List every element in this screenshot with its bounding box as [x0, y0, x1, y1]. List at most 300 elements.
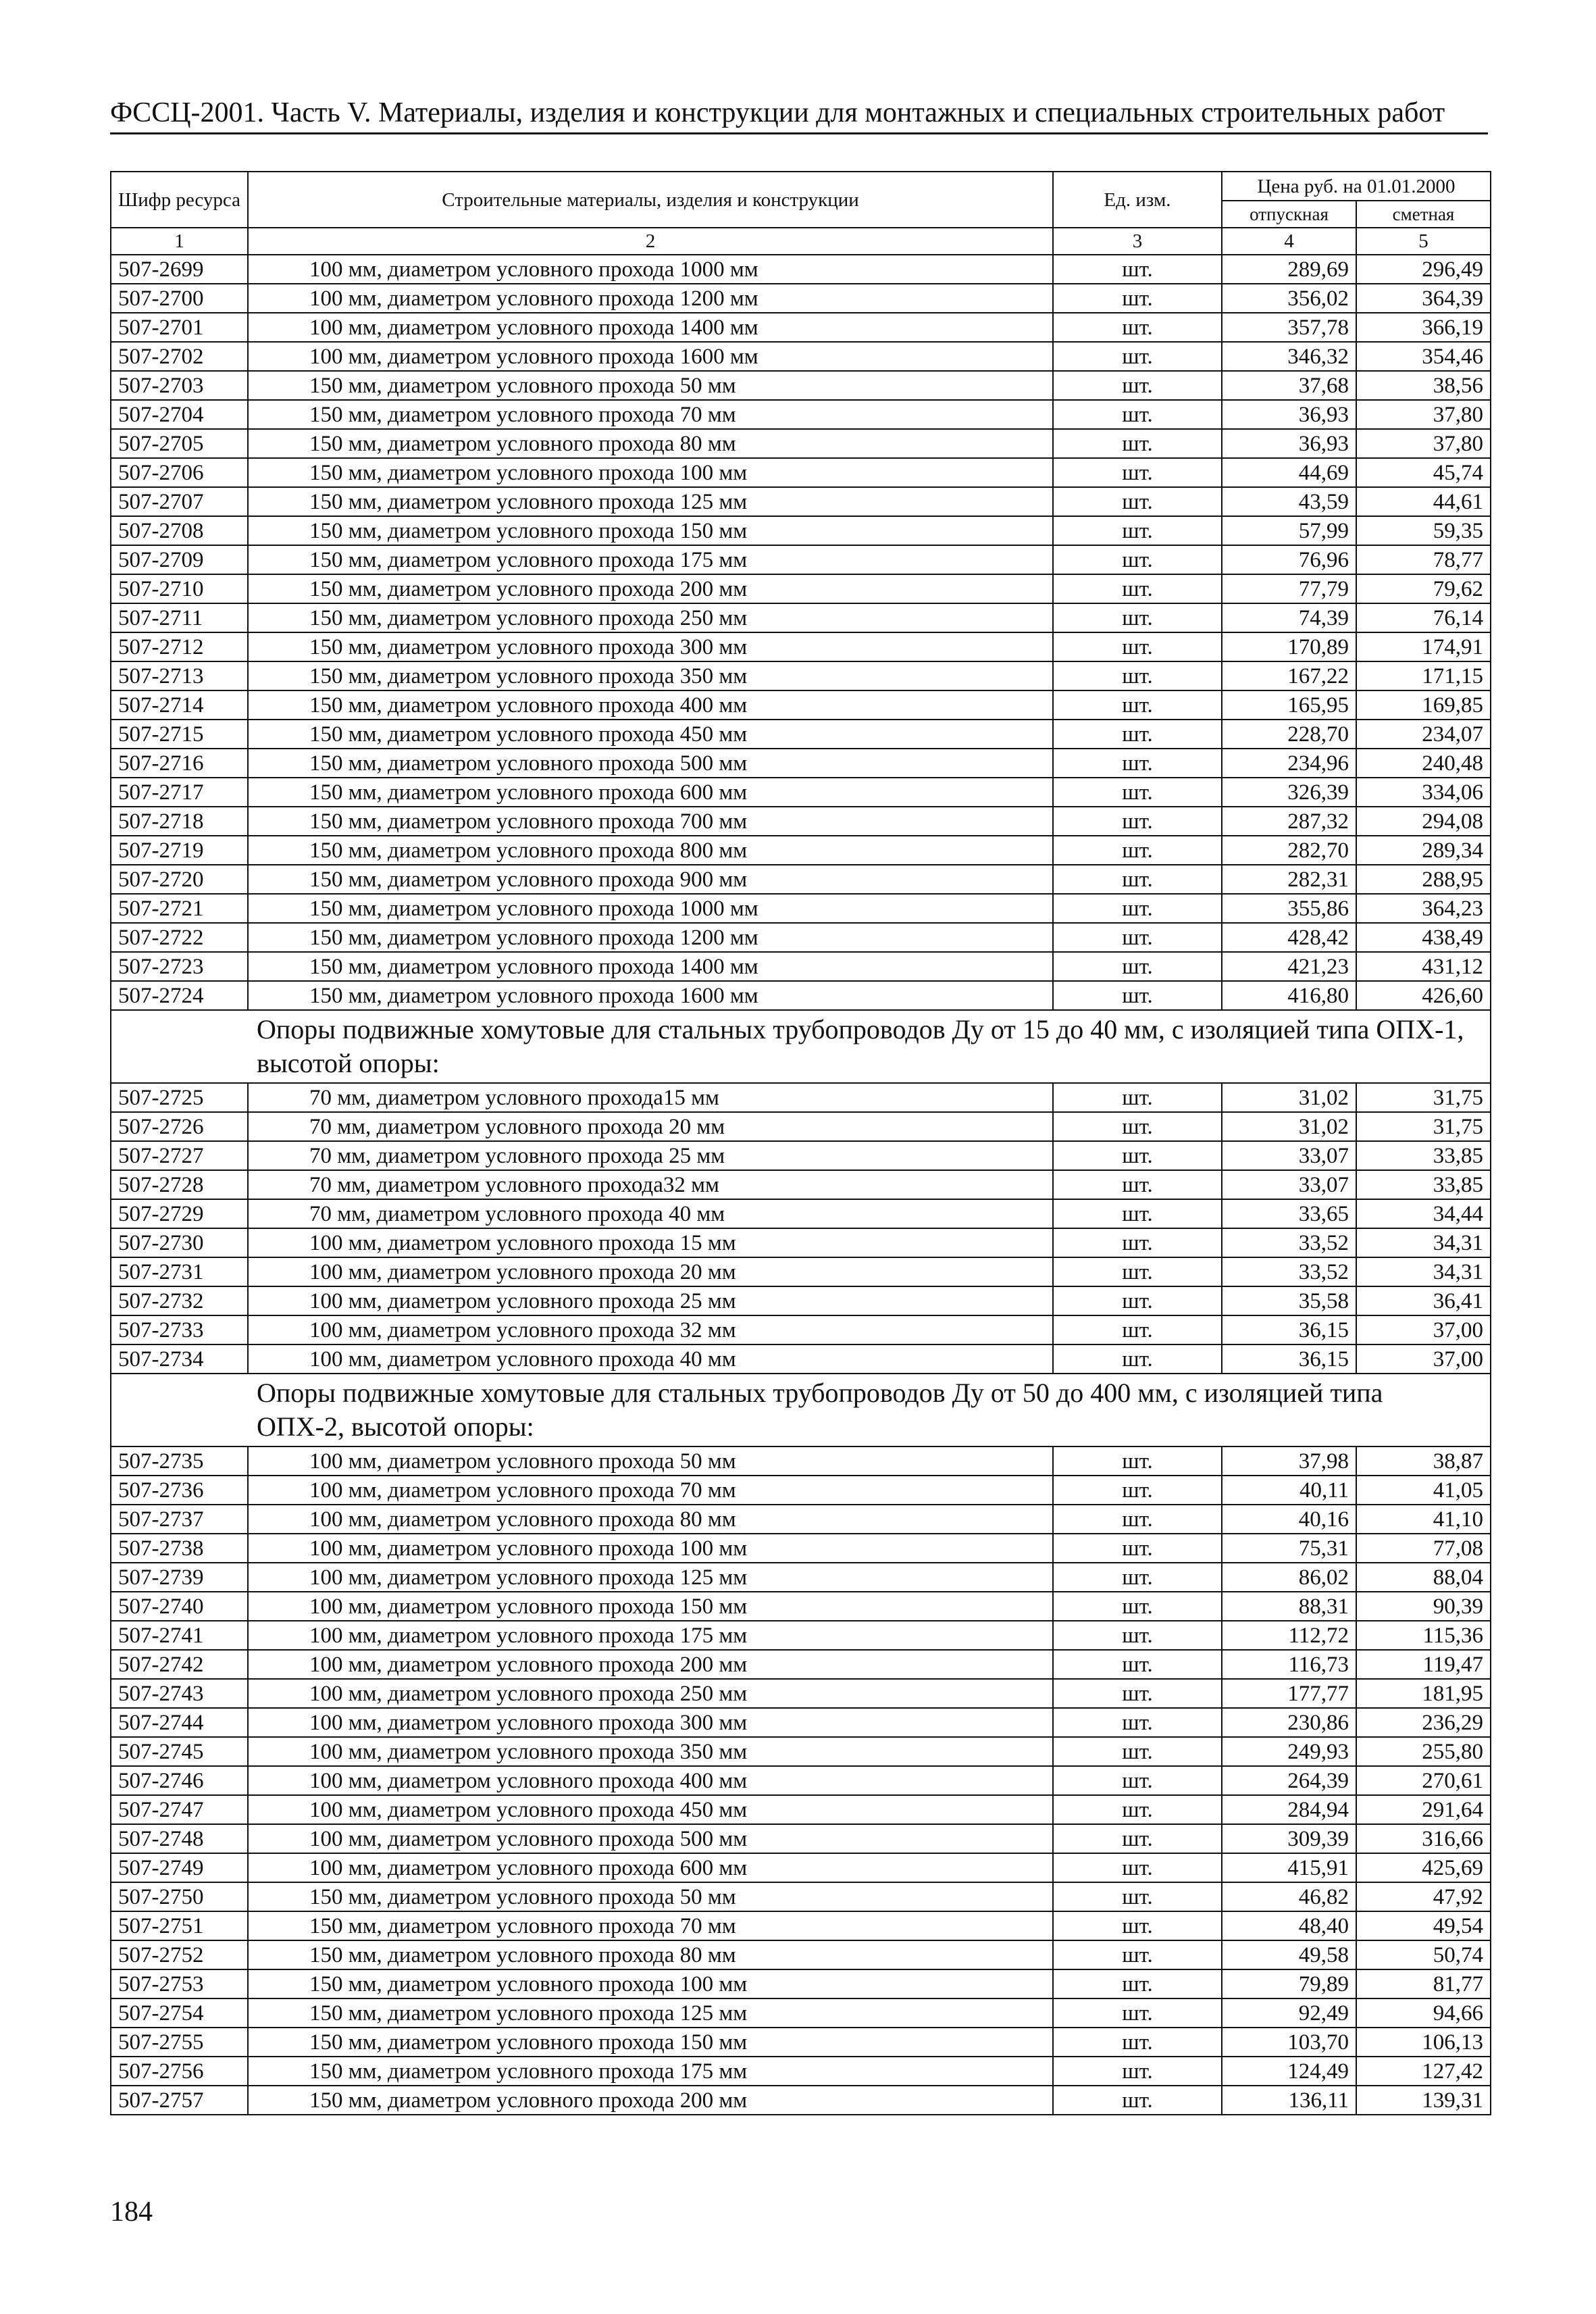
resource-code-cell: 507-2718	[111, 807, 248, 836]
resource-code-cell: 507-2717	[111, 778, 248, 807]
material-name-cell: 150 мм, диаметром условного прохода 350 мм	[248, 661, 1053, 690]
material-name-cell: 150 мм, диаметром условного прохода 1600 мм	[248, 981, 1053, 1010]
price-release-cell: 77,79	[1222, 574, 1356, 603]
price-release-cell: 357,78	[1222, 313, 1356, 342]
resource-code-cell: 507-2724	[111, 981, 248, 1010]
material-name-cell: 150 мм, диаметром условного прохода 150 мм	[248, 2028, 1053, 2057]
resource-code-cell: 507-2755	[111, 2028, 248, 2057]
material-name-cell: 100 мм, диаметром условного прохода 450 мм	[248, 1795, 1053, 1824]
price-release-cell: 136,11	[1222, 2086, 1356, 2115]
table-row	[111, 778, 1491, 807]
col-header-price-estimate: сметная	[1356, 201, 1491, 228]
price-estimate-cell: 37,80	[1356, 429, 1491, 458]
price-release-cell: 124,49	[1222, 2057, 1356, 2086]
price-release-cell: 234,96	[1222, 749, 1356, 778]
price-release-cell: 74,39	[1222, 603, 1356, 632]
resource-code-cell: 507-2702	[111, 342, 248, 371]
price-release-cell: 264,39	[1222, 1766, 1356, 1795]
unit-cell: шт.	[1053, 661, 1222, 690]
unit-cell: шт.	[1053, 807, 1222, 836]
price-estimate-cell: 59,35	[1356, 516, 1491, 545]
col-number: 4	[1222, 228, 1356, 255]
unit-cell: шт.	[1053, 1563, 1222, 1592]
table-row	[111, 1882, 1491, 1911]
price-estimate-cell: 174,91	[1356, 632, 1491, 661]
price-release-cell: 103,70	[1222, 2028, 1356, 2057]
material-name-cell: 150 мм, диаметром условного прохода 200 мм	[248, 574, 1053, 603]
unit-cell: шт.	[1053, 778, 1222, 807]
resource-code-cell: 507-2714	[111, 690, 248, 720]
col-number: 2	[248, 228, 1053, 255]
material-name-cell: 150 мм, диаметром условного прохода 300 мм	[248, 632, 1053, 661]
table-row	[111, 1083, 1491, 1112]
table-row	[111, 720, 1491, 749]
price-estimate-cell: 236,29	[1356, 1708, 1491, 1737]
material-name-cell: 150 мм, диаметром условного прохода 150 мм	[248, 516, 1053, 545]
resource-code-cell: 507-2741	[111, 1621, 248, 1650]
unit-cell: шт.	[1053, 1315, 1222, 1344]
table-row	[111, 1592, 1491, 1621]
resource-code-cell: 507-2751	[111, 1911, 248, 1940]
resource-code-cell: 507-2715	[111, 720, 248, 749]
material-name-cell: 150 мм, диаметром условного прохода 125 мм	[248, 487, 1053, 516]
unit-cell: шт.	[1053, 1228, 1222, 1257]
table-row	[111, 894, 1491, 923]
price-estimate-cell: 33,85	[1356, 1141, 1491, 1170]
resource-code-cell: 507-2749	[111, 1853, 248, 1882]
price-release-cell: 170,89	[1222, 632, 1356, 661]
material-name-cell: 150 мм, диаметром условного прохода 70 мм	[248, 1911, 1053, 1940]
unit-cell: шт.	[1053, 720, 1222, 749]
price-estimate-cell: 431,12	[1356, 952, 1491, 981]
price-release-cell: 31,02	[1222, 1083, 1356, 1112]
price-estimate-cell: 115,36	[1356, 1621, 1491, 1650]
unit-cell: шт.	[1053, 1621, 1222, 1650]
unit-cell: шт.	[1053, 894, 1222, 923]
material-name-cell: 100 мм, диаметром условного прохода 80 мм	[248, 1505, 1053, 1534]
unit-cell: шт.	[1053, 1766, 1222, 1795]
resource-code-cell: 507-2729	[111, 1199, 248, 1228]
price-release-cell: 355,86	[1222, 894, 1356, 923]
unit-cell: шт.	[1053, 1344, 1222, 1374]
header-rule	[110, 132, 1488, 134]
table-row	[111, 574, 1491, 603]
unit-cell: шт.	[1053, 458, 1222, 487]
resource-code-cell: 507-2719	[111, 836, 248, 865]
material-name-cell: 100 мм, диаметром условного прохода 125 мм	[248, 1563, 1053, 1592]
material-name-cell: 150 мм, диаметром условного прохода 175 мм	[248, 2057, 1053, 2086]
col-header-unit: Ед. изм.	[1053, 172, 1222, 228]
table-row	[111, 255, 1491, 284]
price-release-cell: 33,07	[1222, 1170, 1356, 1199]
material-name-cell: 150 мм, диаметром условного прохода 400 мм	[248, 690, 1053, 720]
table-row	[111, 1170, 1491, 1199]
table-row	[111, 1998, 1491, 2028]
resource-code-cell: 507-2727	[111, 1141, 248, 1170]
price-release-cell: 43,59	[1222, 487, 1356, 516]
table-row	[111, 923, 1491, 952]
material-name-cell: 150 мм, диаметром условного прохода 1000 мм	[248, 894, 1053, 923]
material-name-cell: 100 мм, диаметром условного прохода 40 мм	[248, 1344, 1053, 1374]
material-name-cell: 70 мм, диаметром условного прохода 20 мм	[248, 1112, 1053, 1141]
resource-code-cell: 507-2748	[111, 1824, 248, 1853]
resource-code-cell: 507-2733	[111, 1315, 248, 1344]
price-estimate-cell: 181,95	[1356, 1679, 1491, 1708]
material-name-cell: 100 мм, диаметром условного прохода 400 мм	[248, 1766, 1053, 1795]
section-heading-row	[111, 1374, 1491, 1447]
price-release-cell: 88,31	[1222, 1592, 1356, 1621]
table-row	[111, 545, 1491, 574]
price-release-cell: 36,15	[1222, 1344, 1356, 1374]
resource-code-cell: 507-2732	[111, 1286, 248, 1315]
resource-code-cell: 507-2722	[111, 923, 248, 952]
table-row	[111, 2086, 1491, 2115]
price-estimate-cell: 49,54	[1356, 1911, 1491, 1940]
price-estimate-cell: 36,41	[1356, 1286, 1491, 1315]
price-estimate-cell: 31,75	[1356, 1083, 1491, 1112]
col-number: 1	[111, 228, 248, 255]
price-estimate-cell: 240,48	[1356, 749, 1491, 778]
material-name-cell: 100 мм, диаметром условного прохода 20 мм	[248, 1257, 1053, 1286]
price-release-cell: 309,39	[1222, 1824, 1356, 1853]
unit-cell: шт.	[1053, 545, 1222, 574]
price-release-cell: 36,93	[1222, 400, 1356, 429]
material-name-cell: 70 мм, диаметром условного прохода15 мм	[248, 1083, 1053, 1112]
table-row	[111, 1940, 1491, 1969]
table-row	[111, 1679, 1491, 1708]
unit-cell: шт.	[1053, 1476, 1222, 1505]
price-estimate-cell: 255,80	[1356, 1737, 1491, 1766]
price-estimate-cell: 270,61	[1356, 1766, 1491, 1795]
table-row	[111, 1969, 1491, 1998]
resource-code-cell: 507-2704	[111, 400, 248, 429]
price-estimate-cell: 169,85	[1356, 690, 1491, 720]
table-row	[111, 284, 1491, 313]
material-name-cell: 100 мм, диаметром условного прохода 150 мм	[248, 1592, 1053, 1621]
material-name-cell: 150 мм, диаметром условного прохода 80 мм	[248, 1940, 1053, 1969]
price-release-cell: 37,68	[1222, 371, 1356, 400]
price-release-cell: 116,73	[1222, 1650, 1356, 1679]
table-row	[111, 1228, 1491, 1257]
resource-code-cell: 507-2745	[111, 1737, 248, 1766]
material-name-cell: 150 мм, диаметром условного прохода 100 мм	[248, 1969, 1053, 1998]
material-name-cell: 100 мм, диаметром условного прохода 300 мм	[248, 1708, 1053, 1737]
price-release-cell: 44,69	[1222, 458, 1356, 487]
table-row	[111, 2028, 1491, 2057]
price-estimate-cell: 47,92	[1356, 1882, 1491, 1911]
unit-cell: шт.	[1053, 1141, 1222, 1170]
resource-code-cell: 507-2710	[111, 574, 248, 603]
price-estimate-cell: 171,15	[1356, 661, 1491, 690]
price-estimate-cell: 41,10	[1356, 1505, 1491, 1534]
material-name-cell: 150 мм, диаметром условного прохода 500 мм	[248, 749, 1053, 778]
table-row	[111, 1766, 1491, 1795]
material-name-cell: 100 мм, диаметром условного прохода 32 мм	[248, 1315, 1053, 1344]
material-name-cell: 100 мм, диаметром условного прохода 1600 мм	[248, 342, 1053, 371]
price-release-cell: 356,02	[1222, 284, 1356, 313]
resource-code-cell: 507-2706	[111, 458, 248, 487]
price-estimate-cell: 31,75	[1356, 1112, 1491, 1141]
col-header-code: Шифр ресурса	[111, 172, 248, 228]
col-number: 5	[1356, 228, 1491, 255]
material-name-cell: 150 мм, диаметром условного прохода 1200 мм	[248, 923, 1053, 952]
price-estimate-cell: 425,69	[1356, 1853, 1491, 1882]
material-name-cell: 100 мм, диаметром условного прохода 200 мм	[248, 1650, 1053, 1679]
price-estimate-cell: 38,56	[1356, 371, 1491, 400]
price-estimate-cell: 426,60	[1356, 981, 1491, 1010]
table-row	[111, 1447, 1491, 1476]
price-release-cell: 282,70	[1222, 836, 1356, 865]
price-release-cell: 33,52	[1222, 1257, 1356, 1286]
unit-cell: шт.	[1053, 429, 1222, 458]
price-estimate-cell: 106,13	[1356, 2028, 1491, 2057]
table-row	[111, 487, 1491, 516]
table-row	[111, 342, 1491, 371]
resource-code-cell: 507-2735	[111, 1447, 248, 1476]
unit-cell: шт.	[1053, 690, 1222, 720]
table-row	[111, 952, 1491, 981]
unit-cell: шт.	[1053, 516, 1222, 545]
unit-cell: шт.	[1053, 749, 1222, 778]
unit-cell: шт.	[1053, 1505, 1222, 1534]
price-estimate-cell: 76,14	[1356, 603, 1491, 632]
price-release-cell: 228,70	[1222, 720, 1356, 749]
unit-cell: шт.	[1053, 603, 1222, 632]
table-row	[111, 516, 1491, 545]
table-row	[111, 1708, 1491, 1737]
unit-cell: шт.	[1053, 574, 1222, 603]
price-table	[110, 171, 1491, 2115]
price-release-cell: 415,91	[1222, 1853, 1356, 1882]
col-header-price-release: отпускная	[1222, 201, 1356, 228]
price-release-cell: 289,69	[1222, 255, 1356, 284]
table-row	[111, 690, 1491, 720]
material-name-cell: 150 мм, диаметром условного прохода 700 мм	[248, 807, 1053, 836]
unit-cell: шт.	[1053, 1679, 1222, 1708]
table-row	[111, 1795, 1491, 1824]
table-row	[111, 1141, 1491, 1170]
price-release-cell: 86,02	[1222, 1563, 1356, 1592]
resource-code-cell: 507-2730	[111, 1228, 248, 1257]
material-name-cell: 100 мм, диаметром условного прохода 50 мм	[248, 1447, 1053, 1476]
price-estimate-cell: 37,80	[1356, 400, 1491, 429]
price-estimate-cell: 81,77	[1356, 1969, 1491, 1998]
price-release-cell: 346,32	[1222, 342, 1356, 371]
material-name-cell: 150 мм, диаметром условного прохода 450 мм	[248, 720, 1053, 749]
col-header-price-group: Цена руб. на 01.01.2000	[1222, 172, 1491, 201]
price-estimate-cell: 366,19	[1356, 313, 1491, 342]
material-name-cell: 70 мм, диаметром условного прохода32 мм	[248, 1170, 1053, 1199]
price-release-cell: 167,22	[1222, 661, 1356, 690]
material-name-cell: 100 мм, диаметром условного прохода 1000 мм	[248, 255, 1053, 284]
unit-cell: шт.	[1053, 1882, 1222, 1911]
price-estimate-cell: 127,42	[1356, 2057, 1491, 2086]
resource-code-cell: 507-2728	[111, 1170, 248, 1199]
unit-cell: шт.	[1053, 1998, 1222, 2028]
resource-code-cell: 507-2703	[111, 371, 248, 400]
price-release-cell: 165,95	[1222, 690, 1356, 720]
resource-code-cell: 507-2699	[111, 255, 248, 284]
price-release-cell: 40,11	[1222, 1476, 1356, 1505]
price-release-cell: 48,40	[1222, 1911, 1356, 1940]
unit-cell: шт.	[1053, 1534, 1222, 1563]
material-name-cell: 150 мм, диаметром условного прохода 175 мм	[248, 545, 1053, 574]
price-release-cell: 57,99	[1222, 516, 1356, 545]
resource-code-cell: 507-2750	[111, 1882, 248, 1911]
resource-code-cell: 507-2757	[111, 2086, 248, 2115]
resource-code-cell: 507-2754	[111, 1998, 248, 2028]
price-estimate-cell: 45,74	[1356, 458, 1491, 487]
resource-code-cell: 507-2712	[111, 632, 248, 661]
table-row	[111, 1621, 1491, 1650]
price-release-cell: 76,96	[1222, 545, 1356, 574]
price-estimate-cell: 354,46	[1356, 342, 1491, 371]
unit-cell: шт.	[1053, 865, 1222, 894]
unit-cell: шт.	[1053, 981, 1222, 1010]
material-name-cell: 100 мм, диаметром условного прохода 500 мм	[248, 1824, 1053, 1853]
table-row	[111, 1911, 1491, 1940]
price-estimate-cell: 90,39	[1356, 1592, 1491, 1621]
material-name-cell: 150 мм, диаметром условного прохода 50 мм	[248, 371, 1053, 400]
table-row	[111, 981, 1491, 1010]
table-row	[111, 1534, 1491, 1563]
price-estimate-cell: 119,47	[1356, 1650, 1491, 1679]
unit-cell: шт.	[1053, 487, 1222, 516]
resource-code-cell: 507-2720	[111, 865, 248, 894]
unit-cell: шт.	[1053, 1969, 1222, 1998]
unit-cell: шт.	[1053, 1083, 1222, 1112]
material-name-cell: 150 мм, диаметром условного прохода 200 мм	[248, 2086, 1053, 2115]
table-row	[111, 429, 1491, 458]
resource-code-cell: 507-2731	[111, 1257, 248, 1286]
table-row	[111, 661, 1491, 690]
price-estimate-cell: 41,05	[1356, 1476, 1491, 1505]
table-row	[111, 749, 1491, 778]
unit-cell: шт.	[1053, 371, 1222, 400]
price-estimate-cell: 294,08	[1356, 807, 1491, 836]
resource-code-cell: 507-2709	[111, 545, 248, 574]
material-name-cell: 100 мм, диаметром условного прохода 600 мм	[248, 1853, 1053, 1882]
unit-cell: шт.	[1053, 1853, 1222, 1882]
table-row	[111, 1505, 1491, 1534]
resource-code-cell: 507-2701	[111, 313, 248, 342]
unit-cell: шт.	[1053, 1824, 1222, 1853]
price-release-cell: 49,58	[1222, 1940, 1356, 1969]
price-estimate-cell: 50,74	[1356, 1940, 1491, 1969]
price-estimate-cell: 334,06	[1356, 778, 1491, 807]
table-row	[111, 1476, 1491, 1505]
col-header-name: Строительные материалы, изделия и конструкции	[248, 172, 1053, 228]
table-row	[111, 1853, 1491, 1882]
unit-cell: шт.	[1053, 1257, 1222, 1286]
table-row	[111, 1286, 1491, 1315]
unit-cell: шт.	[1053, 632, 1222, 661]
material-name-cell: 150 мм, диаметром условного прохода 1400 мм	[248, 952, 1053, 981]
price-estimate-cell: 34,31	[1356, 1228, 1491, 1257]
price-release-cell: 31,02	[1222, 1112, 1356, 1141]
table-row	[111, 1563, 1491, 1592]
table-row	[111, 400, 1491, 429]
resource-code-cell: 507-2723	[111, 952, 248, 981]
table-row	[111, 807, 1491, 836]
material-name-cell: 100 мм, диаметром условного прохода 250 мм	[248, 1679, 1053, 1708]
price-release-cell: 177,77	[1222, 1679, 1356, 1708]
col-number: 3	[1053, 228, 1222, 255]
section-heading: Опоры подвижные хомутовые для стальных трубопроводов Ду от 50 до 400 мм, с изоляцией типа ОПХ-2, высотой опоры:	[111, 1374, 1491, 1447]
table-row	[111, 1344, 1491, 1374]
table-row	[111, 1199, 1491, 1228]
price-estimate-cell: 37,00	[1356, 1344, 1491, 1374]
price-estimate-cell: 34,44	[1356, 1199, 1491, 1228]
resource-code-cell: 507-2700	[111, 284, 248, 313]
section-heading-row	[111, 1010, 1491, 1083]
material-name-cell: 150 мм, диаметром условного прохода 70 мм	[248, 400, 1053, 429]
material-name-cell: 150 мм, диаметром условного прохода 900 мм	[248, 865, 1053, 894]
resource-code-cell: 507-2707	[111, 487, 248, 516]
price-estimate-cell: 79,62	[1356, 574, 1491, 603]
unit-cell: шт.	[1053, 923, 1222, 952]
material-name-cell: 70 мм, диаметром условного прохода 40 мм	[248, 1199, 1053, 1228]
resource-code-cell: 507-2740	[111, 1592, 248, 1621]
material-name-cell: 150 мм, диаметром условного прохода 80 мм	[248, 429, 1053, 458]
unit-cell: шт.	[1053, 284, 1222, 313]
resource-code-cell: 507-2744	[111, 1708, 248, 1737]
price-release-cell: 40,16	[1222, 1505, 1356, 1534]
price-release-cell: 37,98	[1222, 1447, 1356, 1476]
resource-code-cell: 507-2739	[111, 1563, 248, 1592]
material-name-cell: 100 мм, диаметром условного прохода 175 мм	[248, 1621, 1053, 1650]
price-release-cell: 33,07	[1222, 1141, 1356, 1170]
unit-cell: шт.	[1053, 400, 1222, 429]
table-row	[111, 836, 1491, 865]
unit-cell: шт.	[1053, 836, 1222, 865]
page-header-title: ФССЦ-2001. Часть V. Материалы, изделия и конструкции для монтажных и специальных строительных работ	[110, 97, 1445, 128]
unit-cell: шт.	[1053, 2086, 1222, 2115]
material-name-cell: 100 мм, диаметром условного прохода 1400 мм	[248, 313, 1053, 342]
price-estimate-cell: 291,64	[1356, 1795, 1491, 1824]
resource-code-cell: 507-2713	[111, 661, 248, 690]
resource-code-cell: 507-2716	[111, 749, 248, 778]
price-release-cell: 79,89	[1222, 1969, 1356, 1998]
unit-cell: шт.	[1053, 952, 1222, 981]
unit-cell: шт.	[1053, 313, 1222, 342]
price-release-cell: 35,58	[1222, 1286, 1356, 1315]
price-estimate-cell: 438,49	[1356, 923, 1491, 952]
unit-cell: шт.	[1053, 2057, 1222, 2086]
price-estimate-cell: 364,39	[1356, 284, 1491, 313]
price-release-cell: 428,42	[1222, 923, 1356, 952]
price-estimate-cell: 38,87	[1356, 1447, 1491, 1476]
material-name-cell: 150 мм, диаметром условного прохода 50 мм	[248, 1882, 1053, 1911]
material-name-cell: 100 мм, диаметром условного прохода 1200 мм	[248, 284, 1053, 313]
unit-cell: шт.	[1053, 342, 1222, 371]
price-release-cell: 282,31	[1222, 865, 1356, 894]
price-release-cell: 46,82	[1222, 1882, 1356, 1911]
material-name-cell: 150 мм, диаметром условного прохода 250 мм	[248, 603, 1053, 632]
table-row	[111, 458, 1491, 487]
price-estimate-cell: 33,85	[1356, 1170, 1491, 1199]
material-name-cell: 100 мм, диаметром условного прохода 70 мм	[248, 1476, 1053, 1505]
material-name-cell: 150 мм, диаметром условного прохода 100 мм	[248, 458, 1053, 487]
price-estimate-cell: 78,77	[1356, 545, 1491, 574]
price-release-cell: 36,15	[1222, 1315, 1356, 1344]
resource-code-cell: 507-2743	[111, 1679, 248, 1708]
price-estimate-cell: 44,61	[1356, 487, 1491, 516]
unit-cell: шт.	[1053, 1286, 1222, 1315]
resource-code-cell: 507-2721	[111, 894, 248, 923]
resource-code-cell: 507-2734	[111, 1344, 248, 1374]
unit-cell: шт.	[1053, 1170, 1222, 1199]
